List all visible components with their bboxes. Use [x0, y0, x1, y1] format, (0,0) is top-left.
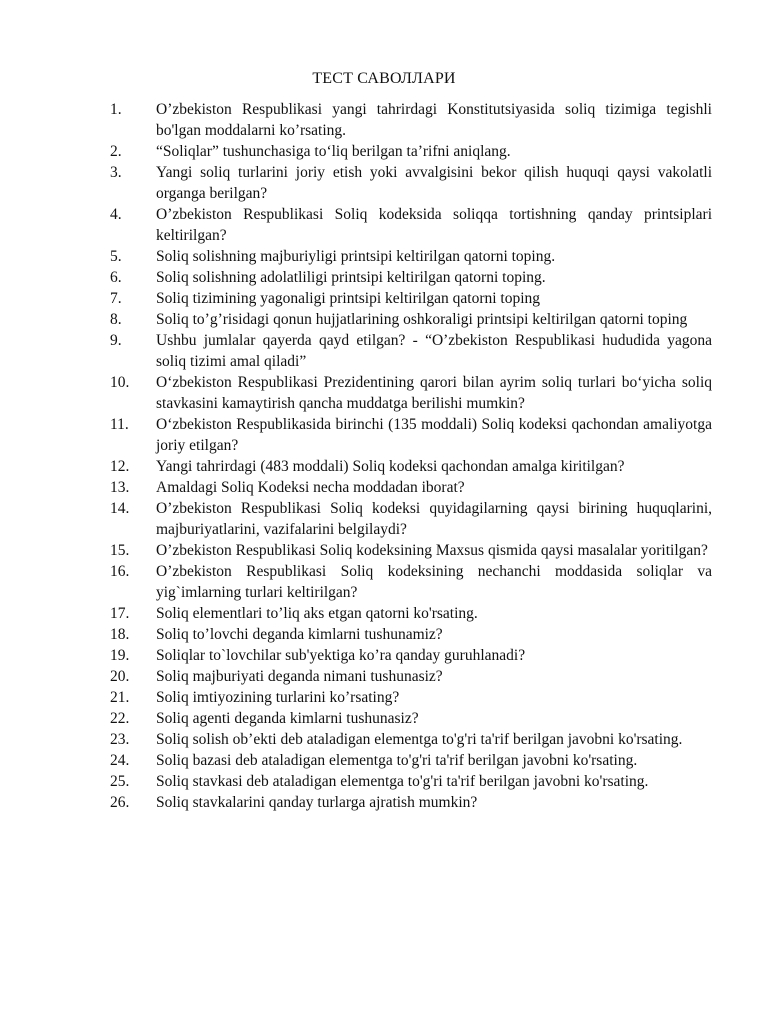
question-text: O’zbekiston Respublikasi Soliq kodeksida soliqqa tortishning qanday printsiplari keltirilgan?	[156, 206, 712, 244]
question-number: 23.	[110, 731, 130, 748]
question-item	[110, 414, 712, 456]
question-item	[110, 771, 712, 792]
question-number: 5.	[110, 248, 122, 265]
question-number: 15.	[110, 542, 130, 559]
question-text: Yangi soliq turlarini joriy etish yoki avvalgisini bekor qilish huquqi qaysi vakolatli organga berilgan?	[156, 164, 712, 202]
question-text: Soliq tizimining yagonaligi printsipi keltirilgan qatorni toping	[156, 290, 541, 307]
question-text: Soliq stavkalarini qanday turlarga ajratish mumkin?	[156, 794, 478, 811]
question-item	[110, 540, 712, 561]
question-text: O’zbekiston Respublikasi Soliq kodeksining Maxsus qismida qaysi masalalar yoritilgan?	[156, 542, 708, 559]
question-item	[110, 141, 712, 162]
question-text: Soliq to’lovchi deganda kimlarni tushunamiz?	[156, 626, 443, 643]
question-item	[110, 792, 712, 813]
question-item	[110, 99, 712, 141]
question-text: Soliq majburiyati deganda nimani tushunasiz?	[156, 668, 443, 685]
question-number: 21.	[110, 689, 130, 706]
question-item	[110, 645, 712, 666]
question-text: Soliqlar to`lovchilar sub'yektiga ko’ra qanday guruhlanadi?	[156, 647, 526, 664]
question-number: 24.	[110, 752, 130, 769]
question-number: 14.	[110, 500, 130, 517]
question-number: 3.	[110, 164, 122, 181]
question-list	[110, 99, 712, 813]
question-item	[110, 204, 712, 246]
question-item	[110, 708, 712, 729]
question-number: 8.	[110, 311, 122, 328]
question-number: 4.	[110, 206, 122, 223]
question-text: Soliq bazasi deb ataladigan elementga to'g'ri ta'rif berilgan javobni ko'rsating.	[156, 752, 638, 769]
question-number: 13.	[110, 479, 130, 496]
question-item	[110, 477, 712, 498]
question-text: Soliq solish ob’ekti deb ataladigan elementga to'g'ri ta'rif berilgan javobni ko'rsating.	[156, 731, 683, 748]
question-item	[110, 162, 712, 204]
question-number: 26.	[110, 794, 130, 811]
question-text: Soliq solishning adolatliligi printsipi keltirilgan qatorni toping.	[156, 269, 546, 286]
question-text: O‘zbekiston Respublikasida birinchi (135 moddali) Soliq kodeksi qachondan amaliyotga joriy etilgan?	[156, 416, 712, 454]
question-item	[110, 456, 712, 477]
question-item	[110, 624, 712, 645]
question-number: 2.	[110, 143, 122, 160]
question-number: 19.	[110, 647, 130, 664]
question-item	[110, 246, 712, 267]
question-number: 7.	[110, 290, 122, 307]
question-item	[110, 330, 712, 372]
page-title: ТЕСТ САВОЛЛАРИ	[312, 70, 456, 87]
question-text: Soliq stavkasi deb ataladigan elementga to'g'ri ta'rif berilgan javobni ko'rsating.	[156, 773, 649, 790]
question-item	[110, 267, 712, 288]
question-text: O‘zbekiston Respublikasi Prezidentining qarori bilan ayrim soliq turlari bo‘yicha soliq stavkasini kamaytirish qancha muddatga berilishi mumkin?	[156, 374, 712, 412]
question-item	[110, 498, 712, 540]
question-number: 22.	[110, 710, 130, 727]
question-text: O’zbekiston Respublikasi Soliq kodeksining nechanchi moddasida soliqlar va yig`imlarning turlari keltirilgan?	[156, 563, 712, 601]
question-number: 12.	[110, 458, 130, 475]
question-text: Soliq to’g’risidagi qonun hujjatlarining oshkoraligi printsipi keltirilgan qatorni toping	[156, 311, 688, 328]
question-item	[110, 666, 712, 687]
question-number: 6.	[110, 269, 122, 286]
question-number: 20.	[110, 668, 130, 685]
question-number: 10.	[110, 374, 130, 391]
question-text: Soliq solishning majburiyligi printsipi keltirilgan qatorni toping.	[156, 248, 556, 265]
question-text: Soliq imtiyozining turlarini ko’rsating?	[156, 689, 400, 706]
question-number: 16.	[110, 563, 130, 580]
question-number: 1.	[110, 101, 122, 118]
question-item	[110, 603, 712, 624]
question-number: 9.	[110, 332, 122, 349]
question-text: O’zbekiston Respublikasi Soliq kodeksi quyidagilarning qaysi birining huquqlarini, majburiyatlarini, vazifalarini belgilaydi?	[156, 500, 712, 538]
question-number: 11.	[110, 416, 129, 433]
question-item	[110, 750, 712, 771]
question-item	[110, 372, 712, 414]
question-text: Yangi tahrirdagi (483 moddali) Soliq kodeksi qachondan amalga kiritilgan?	[156, 458, 625, 475]
question-text: O’zbekiston Respublikasi yangi tahrirdagi Konstitutsiyasida soliq tizimiga tegishli bo'lgan moddalarni ko’rsating.	[156, 101, 712, 139]
question-item	[110, 729, 712, 750]
question-item	[110, 288, 712, 309]
question-text: “Soliqlar” tushunchasiga to‘liq berilgan ta’rifni aniqlang.	[156, 143, 511, 160]
question-item	[110, 309, 712, 330]
question-number: 18.	[110, 626, 130, 643]
question-text: Amaldagi Soliq Kodeksi necha moddadan iborat?	[156, 479, 465, 496]
question-item	[110, 687, 712, 708]
question-text: Soliq elementlari to’liq aks etgan qatorni ko'rsating.	[156, 605, 478, 622]
question-number: 17.	[110, 605, 130, 622]
question-item	[110, 561, 712, 603]
question-text: Soliq agenti deganda kimlarni tushunasiz?	[156, 710, 419, 727]
question-number: 25.	[110, 773, 130, 790]
question-text: Ushbu jumlalar qayerda qayd etilgan? - “O’zbekiston Respublikasi hududida yagona soliq tizimi amal qiladi”	[156, 332, 712, 370]
